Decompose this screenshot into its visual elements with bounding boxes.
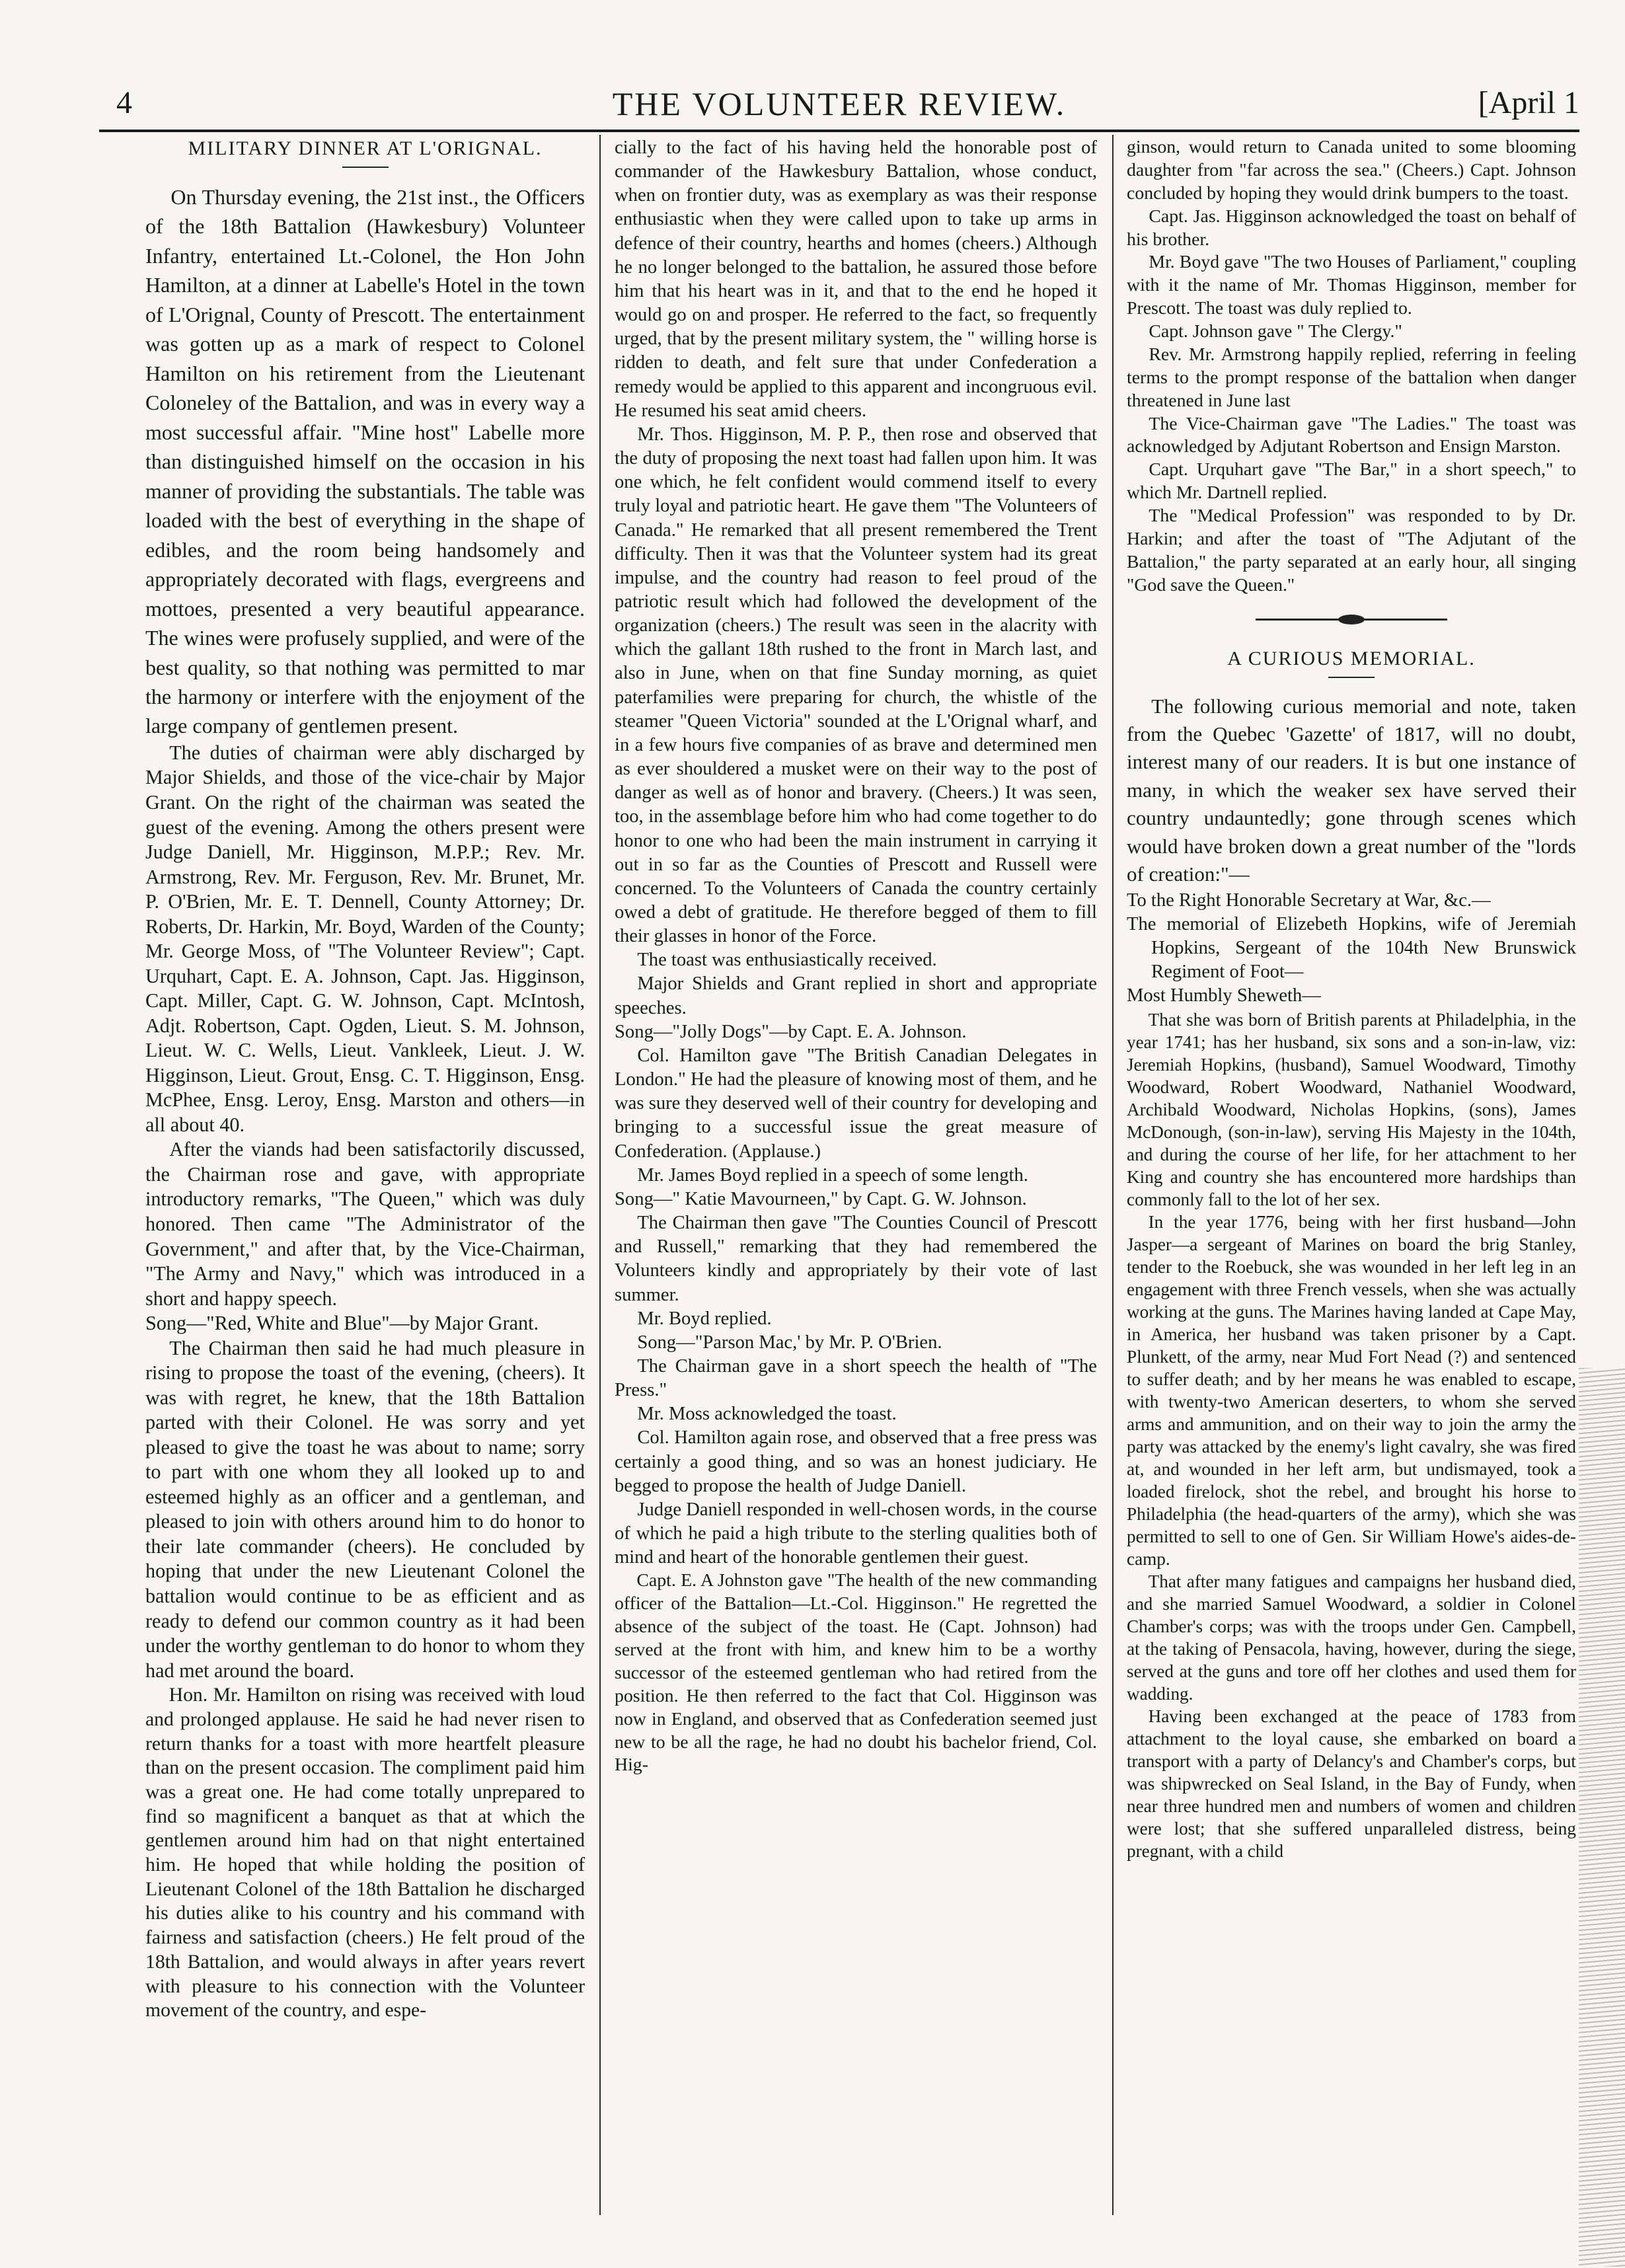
page-header <box>99 78 1579 132</box>
article-paragraph: Col. Hamilton again rose, and observed that a free press was certainly a good thing, and so was an honest judiciary. He begged to propose the health of Judge Daniell. <box>615 1427 1097 1496</box>
issue-date: [April 1 <box>1478 85 1579 120</box>
article-paragraph: The Chairman gave in a short speech the health of "The Press." <box>615 1355 1097 1401</box>
article-paragraph: The Chairman then said he had much pleasure in rising to propose the toast of the evening, (cheers). It was with regret, he knew, that the 18th Battalion parted with their Colonel. He was sorry and yet pleased to give the toast he was about to name; sorry to part with one whom they all looked up to and esteemed highly as an officer and a gentleman, and pleased to join with others around him to do honor to their late commander (cheers). He concluded by hoping that under the new Lieutenant Colonel the battalion would continue to be as efficient and as ready to defend our common country as it had been under the worthy gentleman to do honor to whom they had met around the board. <box>145 1336 585 1682</box>
article-paragraph: Mr. Thos. Higginson, M. P. P., then rose and observed that the duty of proposing the next toast had fallen upon him. It was one which, he felt confident would commend itself to every truly loyal and patriotic heart. He gave them "The Volunteers of Canada." He remarked that all present remembered the Trent difficulty. Then it was that the Volunteer system had its great impulse, and the country had reason to feel proud of the patriotic result which had followed the development of the organization (cheers.) The result was seen in the alacrity with which the gallant 18th rushed to the front in March last, and also in June, when on that fine Sunday morning, as quiet paterfamilies were preparing for church, the whistle of the steamer "Queen Victoria" sounded at the L'Orignal wharf, and in a few hours five companies of as brave and determined men as ever shouldered a musket were on their way to the post of danger as well as of honor and bravery. (Cheers.) It was seen, too, in the assemblage before him who had come together to do honor to one who had been the main instrument in carrying it out in so far as the Counties of Prescott and Russell were concerned. To the Volunteers of Canada the country certainly owed a debt of gratitude. He therefore begged of them to fill their glasses in honor of the Force. <box>615 424 1097 947</box>
masthead-title: THE VOLUNTEER REVIEW. <box>612 85 1067 122</box>
column-divider <box>599 135 601 2215</box>
article-paragraph: Capt. Urquhart gave "The Bar," in a short speech," to which Mr. Dartnell replied. <box>1127 459 1576 504</box>
article-paragraph: Mr. Moss acknowledged the toast. <box>637 1404 897 1425</box>
column-2 <box>615 136 1097 2215</box>
article-paragraph: Mr. Boyd gave "The two Houses of Parliament," coupling with it the name of Mr. Thomas Higginson, member for Prescott. The toast was duly replied to. <box>1127 252 1576 319</box>
article-paragraph: In the year 1776, being with her first husband—John Jasper—a sergeant of Marines on board the brig Stanley, tender to the Roebuck, she was wounded in her left leg in an engagement with three French vessels, when she was actually working at the guns. The Marines having landed at Cape May, in America, her husband was taken prisoner by a Capt. Plunkett, of the army, near Mud Fort Nead (?) and sentenced to suffer death; and by her means he was enabled to escape, with twenty-two American deserters, to whom she served arms and ammunition, and on their way to join the army the party was attacked by the enemy's light cavalry, she was fired at, and wounded in her left arm, but undismayed, took a loaded firelock, shot the rebel, and brought his horse to Philadelphia (the head-quarters of the army), which she was permitted to sell to one of Gen. Sir William Howe's aides-de-camp. <box>1127 1211 1576 1569</box>
article-paragraph: The duties of chairman were ably discharged by Major Shields, and those of the vice-chair by Major Grant. On the right of the chairman was seated the guest of the evening. Among the others present were Judge Daniell, Mr. Higginson, M.P.P.; Rev. Mr. Armstrong, Rev. Mr. Ferguson, Rev. Mr. Brunet, Mr. P. O'Brien, Mr. E. T. Dennell, County Attorney; Dr. Roberts, Dr. Harkin, Mr. Boyd, Warden of the County; Mr. George Moss, of "The Volunteer Review"; Capt. Urquhart, Capt. E. A. Johnson, Capt. Jas. Higginson, Capt. Miller, Capt. G. W. Johnson, Capt. McIntosh, Adjt. Robertson, Capt. Ogden, Lieut. S. M. Johnson, Lieut. W. C. Wells, Lieut. Vankleek, Lieut. J. W. Higginson, Lieut. Grout, Ensg. C. T. Higginson, Ensg. McPhee, Ensg. Leroy, Ensg. Marston and others—in all about 40. <box>145 741 585 1136</box>
article-paragraph: Judge Daniell responded in well-chosen words, in the course of which he paid a high tribute to the sterling qualities both of mind and heart of the honorable gentlemen their guest. <box>615 1499 1097 1568</box>
headline-rule <box>1328 677 1375 678</box>
article-paragraph: Capt. Johnson gave " The Clergy." <box>1149 321 1402 342</box>
article-paragraph: Having been exchanged at the peace of 1783 from attachment to the loyal cause, she embarked on board a transport with a party of Delancy's and Chamber's corps, but was shipwrecked on Seal Island, in the Bay of Fundy, when near three hundred men and numbers of women and children were lost; that she suffered unparalleled distress, being pregnant, with a child <box>1127 1706 1576 1861</box>
article-paragraph: The Chairman then gave "The Counties Council of Prescott and Russell," remarking that they had remembered the Volunteers kindly and appropriately by their vote of last summer. <box>615 1213 1097 1305</box>
article-paragraph: The Vice-Chairman gave "The Ladies." The toast was acknowledged by Adjutant Robertson and Ensign Marston. <box>1127 413 1576 457</box>
article-paragraph: Song—" Katie Mavourneen," by Capt. G. W. Johnson. <box>615 1188 1027 1209</box>
article-paragraph: Capt. E. A Johnston gave "The health of the new commanding officer of the Battalion—Lt.-Col. Higginson." He regretted the absence of the subject of the toast. He (Capt. Johnson) had served at the front with him, and knew him to be a worthy successor of the esteemed gentleman who had retired from the position. He then referred to the fact that Col. Higginson was now in England, and observed that as Confederation seemed just new to be all the rage, he had no doubt his bachelor friend, Col. Hig- <box>615 1570 1097 1776</box>
article-paragraph: cially to the fact of his having held the honorable post of commander of the Hawkesbury Battalion, whose conduct, when on frontier duty, was as exemplary as was their response enthusiastic when they were called upon to take up arms in defence of their country, hearths and homes (cheers.) Although he no longer belonged to the battalion, he assured those before him that his heart was in it, and that to the end he hoped it would go on and prosper. He referred to the fact, so frequently urged, that by the present military system, the " willing horse is ridden to death, and felt sure that under Confederation a remedy would be applied to this apparent and incongruous evil. He resumed his seat amid cheers. <box>615 137 1097 421</box>
article-headline: A CURIOUS MEMORIAL. <box>1227 647 1476 669</box>
column-3 <box>1127 136 1576 2215</box>
article-paragraph: That after many fatigues and campaigns her husband died, and she married Samuel Woodward, a soldier in Colonel Chamber's corps; was with the troops under Gen. Campbell, at the taking of Pensacola, having, however, during the siege, served at the guns and tore off her clothes and used them for wadding. <box>1127 1571 1576 1704</box>
article-paragraph: Mr. Boyd replied. <box>637 1308 772 1329</box>
article-paragraph: Song—"Jolly Dogs"—by Capt. E. A. Johnson. <box>615 1021 967 1042</box>
memorial-address: To the Right Honorable Secretary at War, &c.— <box>1127 889 1491 911</box>
article-paragraph: That she was born of British parents at Philadelphia, in the year 1741; has her husband, six sons and a son-in-law, viz: Jeremiah Hopkins, (husband), Samuel Woodward, Timothy Woodward, Robert Woodward, Nathaniel Woodward, Archibald Woodward, Nicholas Hopkins, (sons), James McDonough, (son-in-law), serving His Majesty in the 104th, and during the course of her life, for her attachment to her King and country she has encountered more hardships than commonly fall to the lot of her sex. <box>1127 1009 1576 1209</box>
article-paragraph: After the viands had been satisfactorily discussed, the Chairman rose and gave, with appropriate introductory remarks, "The Queen," which was duly honored. Then came "The Administrator of the Government," and after that, by the Vice-Chairman, "The Army and Navy," which was introduced in a short and happy speech. <box>145 1138 585 1310</box>
header-rule <box>99 130 1579 132</box>
page-edge-shadow <box>1579 1368 1625 2267</box>
article-paragraph: Song—"Red, White and Blue"—by Major Grant. <box>145 1312 539 1335</box>
article-paragraph: The following curious memorial and note, taken from the Quebec 'Gazette' of 1817, will no doubt, interest many of our readers. It is but one instance of many, in which the weaker sex have served their country undauntedly; gone through scenes which would have broken down a great number of the "lords of creation:"— <box>1127 694 1576 886</box>
article-paragraph: Mr. James Boyd replied in a speech of some length. <box>637 1164 1028 1186</box>
article-paragraph: The "Medical Profession" was responded to by Dr. Harkin; and after the toast of "The Adjutant of the Battalion," the party separated at an early hour, all singing "God save the Queen." <box>1127 506 1576 595</box>
article-paragraph: On Thursday evening, the 21st inst., the Officers of the 18th Battalion (Hawkesbury) Volunteer Infantry, entertained Lt.-Colonel, the Hon John Hamilton, at a dinner at Labelle's Hotel in the town of L'Orignal, County of Prescott. The entertainment was gotten up as a mark of respect to Colonel Hamilton on his retirement from the Lieutenant Coloneley of the Battalion, and was in every way a most successful affair. "Mine host" Labelle more than distinguished himself on the occasion in his manner of providing the substantials. The table was loaded with the best of everything in the shape of edibles, and the room being handsomely and appropriately decorated with flags, evergreens and mottoes, presented a very beautiful appearance. The wines were profusely supplied, and were of the best quality, so that nothing was permitted to mar the harmony or interfere with the enjoyment of the large company of gentlemen present. <box>145 185 585 738</box>
article-headline: MILITARY DINNER AT L'ORIGNAL. <box>188 137 543 159</box>
article-paragraph: Rev. Mr. Armstrong happily replied, referring in feeling terms to the prompt response of the battalion when danger threatened in June last <box>1127 344 1576 411</box>
column-1 <box>145 136 585 2215</box>
column-divider <box>1112 135 1114 2215</box>
memorial-salutation: Most Humbly Sheweth— <box>1127 985 1321 1006</box>
headline-rule <box>342 167 389 168</box>
article-paragraph: Col. Hamilton gave "The British Canadian Delegates in London." He had the pleasure of knowing most of them, and he was sure they deserved well of their country for developing and bringing to a successful issue the great measure of Confederation. (Applause.) <box>615 1045 1097 1162</box>
article-paragraph: Capt. Jas. Higginson acknowledged the toast on behalf of his brother. <box>1127 206 1576 250</box>
page-number: 4 <box>116 85 132 120</box>
article-paragraph: The toast was enthusiastically received. <box>637 950 937 971</box>
memorial-title: The memorial of Elizebeth Hopkins, wife of Jeremiah Hopkins, Sergeant of the 104th New Brunswick Regiment of Foot— <box>1127 913 1576 983</box>
article-paragraph: ginson, would return to Canada united to some blooming daughter from "far across the sea." (Cheers.) Capt. Johnson concluded by hoping they would drink bumpers to the toast. <box>1127 137 1576 204</box>
section-ornament <box>1256 609 1447 629</box>
article-paragraph: Hon. Mr. Hamilton on rising was received with loud and prolonged applause. He said he had never risen to return thanks for a toast with more heartfelt pleasure than on the present occasion. The compliment paid him was a great one. He had come totally unprepared to find so magnificent a banquet as that at which the gentlemen around him had on that night entertained him. He hoped that while holding the position of Lieutenant Colonel of the 18th Battalion he discharged his duties alike to his country and his command with fairness and satisfaction (cheers.) He felt proud of the 18th Battalion, and would always in after years revert with pleasure to his connection with the Volunteer movement of the country, and espe- <box>145 1684 585 2022</box>
article-paragraph: Major Shields and Grant replied in short and appropriate speeches. <box>615 973 1097 1018</box>
article-paragraph: Song—"Parson Mac,' by Mr. P. O'Brien. <box>637 1332 942 1353</box>
